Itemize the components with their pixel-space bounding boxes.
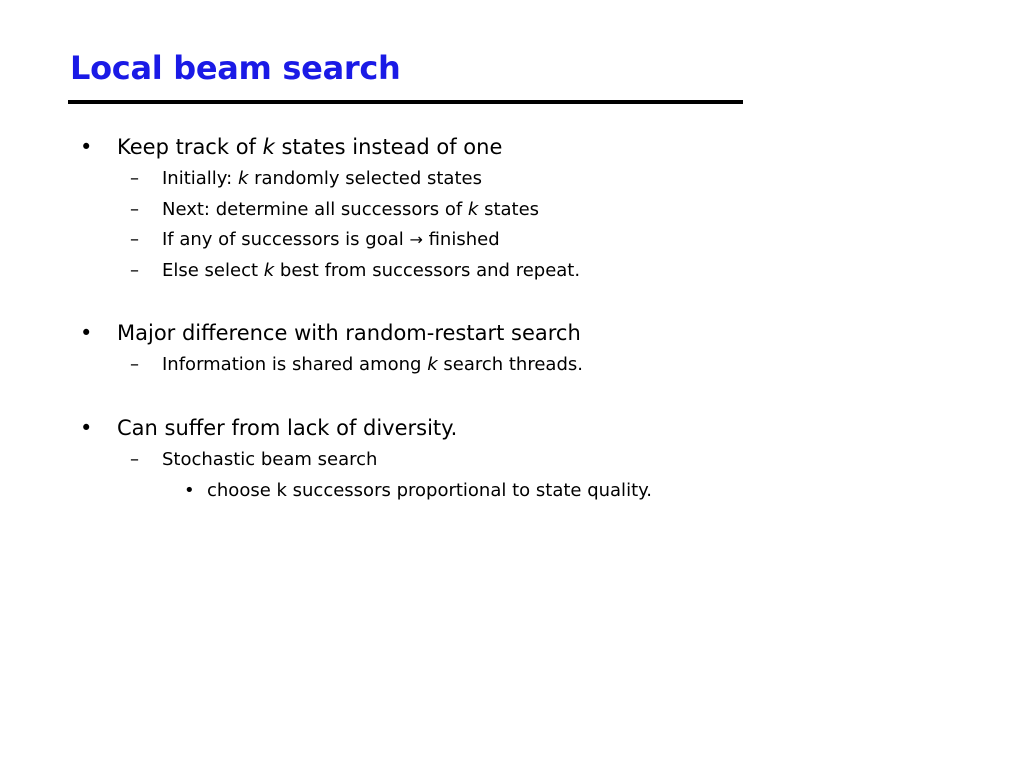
bullet-marker: • [80, 416, 93, 440]
sub-bullet-stochastic: Stochastic beam search [162, 449, 378, 470]
bullet-diversity: Can suffer from lack of diversity. [117, 416, 458, 440]
bullet-marker: • [80, 321, 93, 345]
bullet-keep-track: Keep track of k states instead of one [117, 135, 503, 159]
dash-marker: – [130, 199, 139, 220]
sub-bullet-information: Information is shared among k search threads. [162, 354, 583, 375]
slide-title: Local beam search [70, 49, 401, 87]
sub-bullet-else: Else select k best from successors and repeat. [162, 260, 581, 281]
sub-sub-bullet-choose: choose k successors proportional to state quality. [207, 480, 652, 501]
bullet-major-difference: Major difference with random-restart search [117, 321, 581, 345]
bullet-marker: • [80, 135, 93, 159]
dash-marker: – [130, 229, 139, 250]
sub-bullet-initially: Initially: k randomly selected states [162, 168, 482, 189]
dash-marker: – [130, 449, 139, 470]
sub-bullet-next: Next: determine all successors of k states [162, 199, 540, 220]
right-arrow-icon: → [409, 230, 423, 249]
bullet-marker: • [184, 480, 195, 501]
dash-marker: – [130, 168, 139, 189]
dash-marker: – [130, 260, 139, 281]
sub-bullet-goal: If any of successors is goal → finished [162, 229, 500, 250]
dash-marker: – [130, 354, 139, 375]
